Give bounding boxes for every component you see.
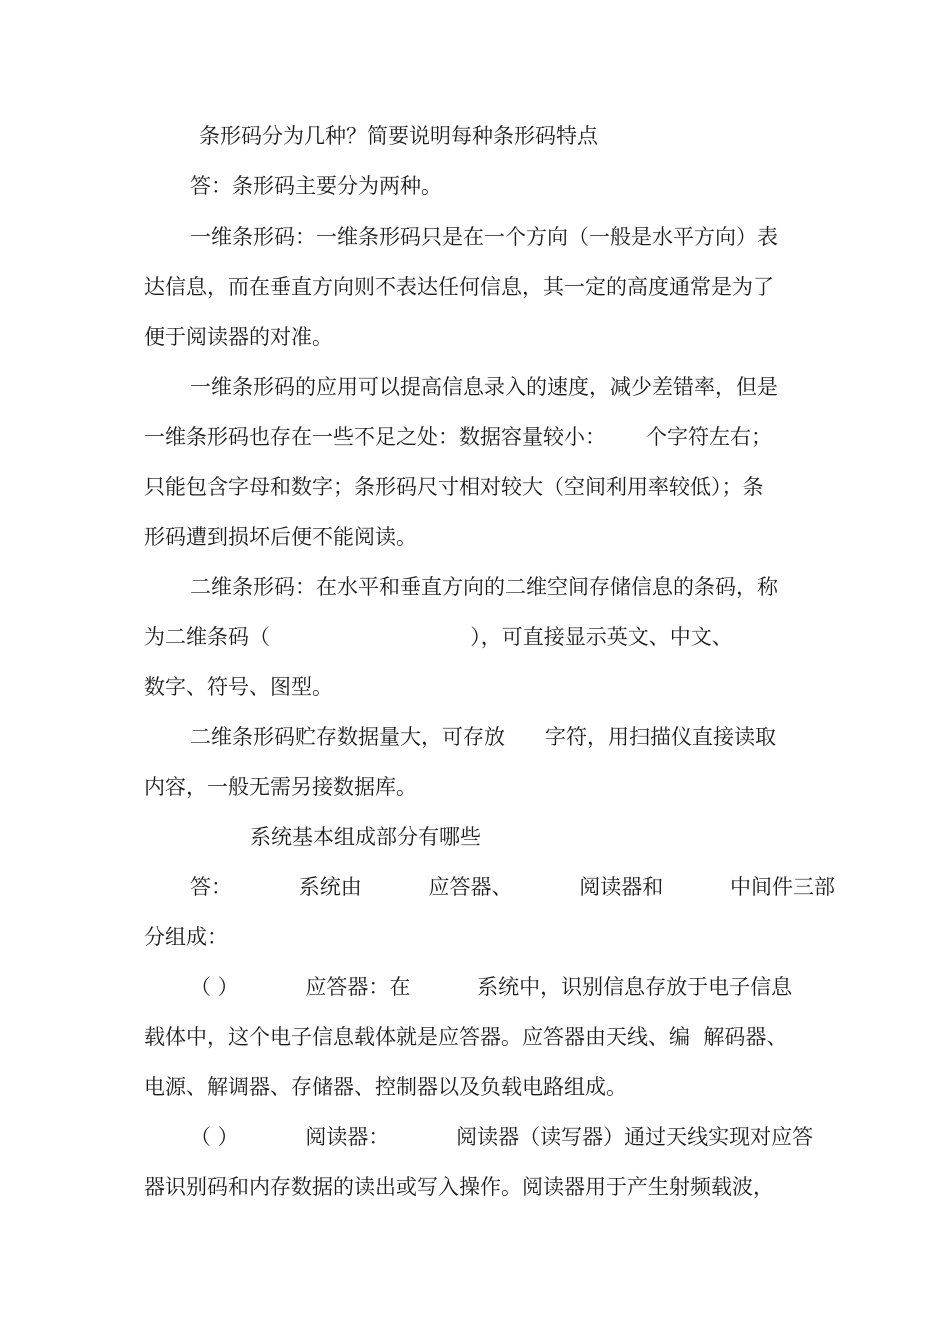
paragraph-line: 二维条形码：在水平和垂直方向的二维空间存储信息的条码，称 [190,575,778,599]
paragraph-line: 一维条形码：一维条形码只是在一个方向（一般是水平方向）表 [190,225,778,249]
paragraph-line: 内容，一般无需另接数据库。 [144,775,417,799]
question-heading-system: 系统基本组成部分有哪些 [250,825,481,849]
paragraph-line: 达信息，而在垂直方向则不表达任何信息，其一定的高度通常是为了 [144,275,774,299]
paragraph-line: 答： 系统由 应答器、 阅读器和 中间件三部 [190,875,836,899]
paragraph-line: 一维条形码的应用可以提高信息录入的速度，减少差错率，但是 [190,375,778,399]
paragraph-line: （ ） 阅读器： 阅读器（读写器）通过天线实现对应答 [190,1125,814,1149]
paragraph-line: 一维条形码也存在一些不足之处：数据容量较小： 个字符左右； [144,425,773,449]
paragraph-line: 为二维条码（ ），可直接显示英文、中文、 [144,625,733,649]
paragraph-line: 电源、解调器、存储器、控制器以及负载电路组成。 [144,1075,627,1099]
paragraph-line: 数字、符号、图型。 [144,675,333,699]
paragraph-line: 便于阅读器的对准。 [144,325,333,349]
answer-intro-line: 答：条形码主要分为两种。 [190,174,442,198]
paragraph-line: 器识别码和内存数据的读出或写入操作。阅读器用于产生射频载波， [144,1175,774,1199]
question-heading-barcode: 条形码分为几种？简要说明每种条形码特点 [199,124,598,148]
paragraph-line: 载体中，这个电子信息载体就是应答器。应答器由天线、编 解码器、 [144,1025,788,1049]
paragraph-line: 分组成： [144,925,228,949]
paragraph-line: （ ） 应答器：在 系统中，识别信息存放于电子信息 [190,975,793,999]
paragraph-line: 二维条形码贮存数据量大，可存放 字符，用扫描仪直接读取 [190,725,777,749]
paragraph-line: 形码遭到损坏后便不能阅读。 [144,525,417,549]
paragraph-line: 只能包含字母和数字；条形码尺寸相对较大（空间利用率较低）；条 [144,475,764,499]
